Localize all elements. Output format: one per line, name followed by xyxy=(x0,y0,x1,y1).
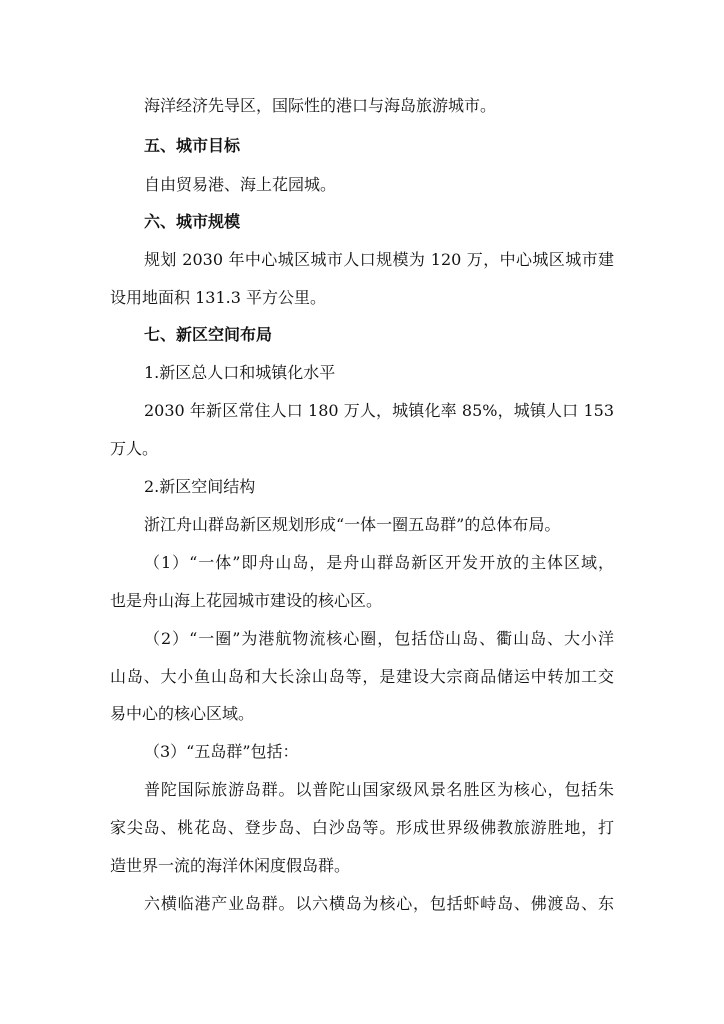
subsection-heading-structure: 2.新区空间结构 xyxy=(144,477,256,496)
subsection-heading-population: 1.新区总人口和城镇化水平 xyxy=(144,363,336,382)
text-line: 造世界一流的海洋休闲度假岛群。 xyxy=(110,856,351,875)
text-line: 山岛、大小鱼山岛和大长涂山岛等，是建设大宗商品储运中转加工交 xyxy=(110,667,614,686)
text-line: 易中心的核心区域。 xyxy=(110,704,255,723)
text-line: （3）“五岛群”包括： xyxy=(144,742,299,761)
text-line: 设用地面积 131.3 平方公里。 xyxy=(110,288,326,307)
text-line: 家尖岛、桃花岛、登步岛、白沙岛等。形成世界级佛教旅游胜地，打 xyxy=(110,818,614,837)
text-line: （2）“一圈”为港航物流核心圈，包括岱山岛、衢山岛、大小洋 xyxy=(144,629,614,648)
section-heading-city-scale: 六、城市规模 xyxy=(144,212,241,231)
text-line: 规划 2030 年中心城区城市人口规模为 120 万，中心城区城市建 xyxy=(144,250,614,269)
text-line: 自由贸易港、海上花园城。 xyxy=(144,175,337,194)
text-line: 2030 年新区常住人口 180 万人，城镇化率 85%，城镇人口 153 xyxy=(144,401,614,420)
section-heading-spatial-layout: 七、新区空间布局 xyxy=(144,325,273,344)
text-line: 海洋经济先导区，国际性的港口与海岛旅游城市。 xyxy=(144,96,497,115)
text-line: 浙江舟山群岛新区规划形成“一体一圈五岛群”的总体布局。 xyxy=(144,515,561,534)
text-line: 普陀国际旅游岛群。以普陀山国家级风景名胜区为核心，包括朱 xyxy=(144,780,614,799)
section-heading-city-goal: 五、城市目标 xyxy=(144,136,241,155)
text-line: （1）“一体”即舟山岛，是舟山群岛新区开发开放的主体区域， xyxy=(144,553,614,572)
text-line: 也是舟山海上花园城市建设的核心区。 xyxy=(110,591,383,610)
text-line: 万人。 xyxy=(110,439,159,458)
text-line: 六横临港产业岛群。以六横岛为核心，包括虾峙岛、佛渡岛、东 xyxy=(144,894,614,913)
